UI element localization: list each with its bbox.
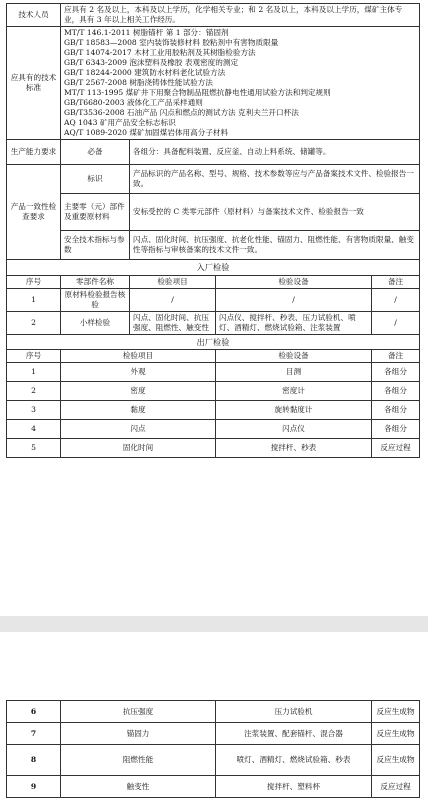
outgoing-remark: 反应过程 [372, 439, 420, 458]
consistency-row [7, 194, 420, 231]
standard-item: GB/T 14074-2017 木材工业用胶粘剂及其树脂检验方法 [64, 48, 256, 58]
standard-item: GB/T 18583—2008 室内装饰装修材料 胶粘剂中有害物质限量 [64, 38, 279, 48]
outgoing-equipment: 闪点仪 [216, 420, 372, 439]
incoming-header: 检验项目 [130, 275, 216, 288]
outgoing-item: 黏度 [61, 401, 216, 420]
page-break [0, 616, 428, 632]
outgoing-equipment: 压力试验机 [216, 701, 372, 723]
standards-label: 应具有的技术标准 [7, 27, 61, 140]
outgoing-row [7, 701, 420, 723]
outgoing-remark: 各组分 [372, 382, 420, 401]
outgoing-no: 5 [7, 439, 61, 458]
consistency-text: 安标受控的 C 类零元部件（原材料）与备案技术文件、检验报告一致 [130, 194, 420, 231]
outgoing-row [7, 420, 420, 439]
outgoing-row [7, 745, 420, 776]
personnel-label: 技术人员 [7, 4, 61, 27]
outgoing-row [7, 363, 420, 382]
standard-item: GB/T6680-2003 液体化工产品采样通则 [64, 98, 203, 108]
incoming-equipment: / [216, 288, 372, 311]
standards-row [7, 27, 420, 140]
outgoing-remark: 反应过程 [372, 776, 420, 798]
incoming-header-row [7, 275, 420, 288]
incoming-title-row [7, 260, 420, 276]
standard-item: AQ 1043 矿用产品安全标志标识 [64, 118, 176, 128]
outgoing-no: 6 [7, 701, 61, 723]
outgoing-header-row [7, 350, 420, 363]
incoming-header: 零部件名称 [61, 275, 130, 288]
outgoing-title: 出厂检验 [7, 334, 420, 350]
outgoing-equipment: 搅拌杆、秒表 [216, 439, 372, 458]
incoming-no: 2 [7, 311, 61, 334]
outgoing-title-row [7, 334, 420, 350]
outgoing-no: 1 [7, 363, 61, 382]
outgoing-equipment: 注浆装置、配套锚杆、混合器 [216, 723, 372, 745]
outgoing-header: 检验设备 [216, 350, 372, 363]
incoming-item: 闪点、固化时间、抗压强度、阻燃性、触变性 [130, 311, 216, 334]
incoming-header: 备注 [372, 275, 420, 288]
consistency-row [7, 231, 420, 260]
outgoing-row [7, 439, 420, 458]
outgoing-no: 8 [7, 745, 61, 776]
outgoing-no: 2 [7, 382, 61, 401]
consistency-text: 产品标识的产品名称、型号、规格、技术参数等应与产品备案技术文件、检验报告一致。 [130, 165, 420, 194]
requirements-table [6, 3, 420, 458]
outgoing-equipment: 旋转黏度计 [216, 401, 372, 420]
outgoing-item: 锚固力 [61, 723, 216, 745]
outgoing-no: 7 [7, 723, 61, 745]
capability-label: 生产能力要求 [7, 140, 61, 165]
outgoing-header: 备注 [372, 350, 420, 363]
outgoing-remark: 反应生成物 [372, 701, 420, 723]
outgoing-header: 检验项目 [61, 350, 216, 363]
outgoing-equipment: 密度计 [216, 382, 372, 401]
outgoing-remark: 反应生成物 [372, 723, 420, 745]
outgoing-item: 抗压强度 [61, 701, 216, 723]
standard-item: GB/T3536-2008 石油产品 闪点和燃点的测试方法 克利夫兰开口杯法 [64, 108, 299, 118]
incoming-header: 检验设备 [216, 275, 372, 288]
outgoing-row [7, 723, 420, 745]
capability-row [7, 140, 420, 165]
outgoing-equipment: 搅拌杆、塑料杯 [216, 776, 372, 798]
outgoing-item: 密度 [61, 382, 216, 401]
standard-item: GB/T 18244-2000 建筑防水材料老化试验方法 [64, 68, 226, 78]
incoming-no: 1 [7, 288, 61, 311]
standard-item: GB/T 2567-2008 树脂浇铸体性能试验方法 [64, 78, 213, 88]
consistency-row [7, 165, 420, 194]
standard-item: MT/T 146.1-2011 树脂锚杆 第 1 部分：锚固剂 [64, 28, 229, 38]
incoming-header: 序号 [7, 275, 61, 288]
consistency-label: 产品一致性检查要求 [7, 165, 61, 260]
outgoing-equipment: 目测 [216, 363, 372, 382]
outgoing-header: 序号 [7, 350, 61, 363]
incoming-remark: / [372, 311, 420, 334]
standards-list [61, 27, 420, 140]
consistency-item: 标识 [61, 165, 130, 194]
outgoing-remark: 各组分 [372, 401, 420, 420]
personnel-row [7, 4, 420, 27]
capability-text: 各组分：具备配料装置、反应釜、自动上料系统、储罐等。 [130, 140, 420, 165]
incoming-item: / [130, 288, 216, 311]
incoming-equipment: 闪点仪、搅拌杆、秒表、压力试验机、喷灯、酒精灯、燃烧试验箱、注浆装置 [216, 311, 372, 334]
incoming-row [7, 311, 420, 334]
outgoing-no: 3 [7, 401, 61, 420]
standard-item: GB/T 6343-2009 泡沫塑料及橡胶 表观密度的测定 [64, 58, 239, 68]
incoming-part: 小样检验 [61, 311, 130, 334]
outgoing-item: 闪点 [61, 420, 216, 439]
consistency-text: 闪点、固化时间、抗压强度、抗老化性能、锚固力、阻燃性能、有害物质限量、触变性等指标与审核备案的技术文件一致。 [130, 231, 420, 260]
outgoing-table-continued [6, 700, 420, 798]
outgoing-item: 触变性 [61, 776, 216, 798]
incoming-title: 入厂检验 [7, 260, 420, 276]
document-page-2 [0, 632, 428, 793]
outgoing-row [7, 382, 420, 401]
outgoing-item: 阻燃性能 [61, 745, 216, 776]
personnel-text: 应具有 2 名及以上，本科及以上学历，化学相关专业；和 2 名及以上，本科及以上学历，煤矿主体专业，具有 3 年以上相关工作经历。 [61, 4, 420, 27]
outgoing-no: 9 [7, 776, 61, 798]
standard-item: AQ/T 1089-2020 煤矿加固煤岩体用高分子材料 [64, 128, 229, 138]
outgoing-item: 外观 [61, 363, 216, 382]
outgoing-no: 4 [7, 420, 61, 439]
capability-sub: 必备 [61, 140, 130, 165]
incoming-row [7, 288, 420, 311]
outgoing-row [7, 401, 420, 420]
consistency-item: 安全技术指标与参数 [61, 231, 130, 260]
consistency-item: 主要零（元）部件及重要原材料 [61, 194, 130, 231]
outgoing-equipment: 喷灯、酒精灯、燃烧试验箱、秒表 [216, 745, 372, 776]
incoming-part: 原材料检验报告核验 [61, 288, 130, 311]
outgoing-remark: 各组分 [372, 363, 420, 382]
outgoing-remark: 各组分 [372, 420, 420, 439]
outgoing-item: 固化时间 [61, 439, 216, 458]
outgoing-row [7, 776, 420, 798]
incoming-remark: / [372, 288, 420, 311]
outgoing-remark: 反应生成物 [372, 745, 420, 776]
standard-item: MT/T 113-1995 煤矿井下用聚合物制品阻燃抗静电性通用试验方法和判定规则 [64, 88, 331, 98]
